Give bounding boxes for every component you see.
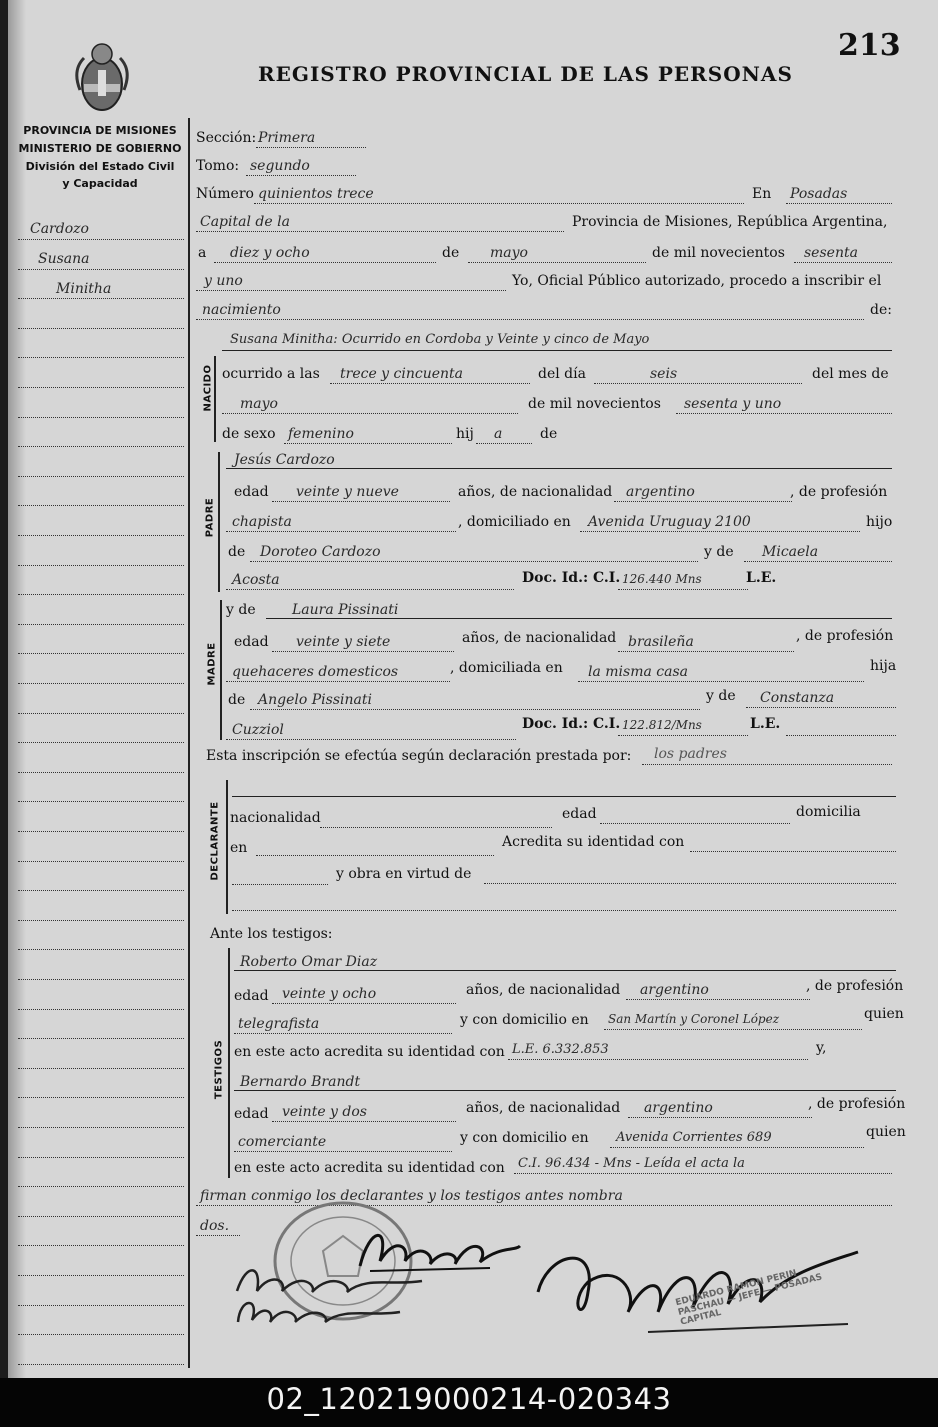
margin-rule	[18, 861, 184, 862]
label-padre-le: L.E.	[746, 570, 777, 586]
margin-rule	[18, 949, 184, 950]
section-label-padre: PADRE	[204, 497, 216, 538]
label-t2-en-este-acto: en este acto acredita su identidad con	[234, 1160, 505, 1176]
value-padre-domicilio: Avenida Uruguay 2100	[588, 514, 751, 530]
value-t2-domicilio: Avenida Corrientes 689	[616, 1130, 772, 1145]
margin-rule	[18, 535, 184, 536]
margin-rule	[18, 653, 184, 654]
label-decl-obra: y obra en virtud de	[336, 866, 472, 882]
value-madre-ci: 122.812/Mns	[622, 718, 702, 732]
margin-rule	[18, 239, 184, 240]
value-padre-ci: 126.440 Mns	[622, 572, 702, 586]
org-division: División del Estado Civil	[25, 160, 175, 173]
label-padre-profesion: , de profesión	[790, 484, 888, 500]
label-tomo: Tomo:	[196, 158, 240, 174]
label-provincia: Provincia de Misiones, República Argentina,	[572, 214, 888, 230]
label-padre-doc: Doc. Id.: C.I.	[522, 570, 621, 586]
label-yo-oficial: Yo, Oficial Público autorizado, procedo a inscribir el	[512, 273, 882, 289]
margin-rule	[18, 446, 184, 447]
value-cierre1: firman conmigo los declarantes y los testigos antes nombra	[200, 1188, 623, 1204]
margin-rule	[18, 713, 184, 714]
section-label-nacido: NACIDO	[202, 364, 214, 412]
declarante-bar	[226, 780, 228, 914]
label-madre-y-de2: y de	[706, 688, 736, 704]
label-madre-hija: hija	[870, 658, 897, 674]
margin-rule	[18, 1127, 184, 1128]
label-del-mes: del mes de	[812, 366, 889, 382]
label-t2-profesion: , de profesión	[808, 1096, 906, 1112]
value-t2-doc: C.I. 96.434 - Mns - Leída el acta la	[518, 1156, 745, 1171]
value-numero: quinientos trece	[258, 186, 374, 202]
label-padre-hijo: hijo	[866, 514, 893, 530]
value-t1-nac: argentino	[640, 982, 709, 998]
margin-rule	[18, 1186, 184, 1187]
value-tomo: segundo	[250, 158, 310, 174]
margin-rule	[18, 417, 184, 418]
margin-rule	[18, 594, 184, 595]
label-decl-en: en	[230, 840, 248, 856]
margin-rule	[18, 1097, 184, 1098]
label-seccion: Sección:	[196, 130, 257, 146]
value-madre-madre2: Cuzziol	[232, 722, 284, 738]
value-padre-prof: chapista	[232, 514, 292, 530]
value-hora: trece y cincuenta	[340, 366, 464, 382]
label-hij-de: de	[540, 426, 558, 442]
margin-rule	[18, 772, 184, 773]
value-madre-prof: quehaceres domesticos	[232, 664, 399, 680]
margin-rule	[18, 831, 184, 832]
label-padre-anos-nac: años, de nacionalidad	[458, 484, 613, 500]
section-label-declarante: DECLARANTE	[209, 801, 221, 881]
stamp-officer: EDUARDO RAMON PERIN PASCHAU — JEFE — POSADAS CAPITAL	[674, 1268, 824, 1328]
value-en-lugar: Posadas	[790, 186, 848, 202]
label-t1-quien: quien	[864, 1006, 904, 1022]
margin-rule	[18, 1275, 184, 1276]
label-de-mil-nov: de mil novecientos	[528, 396, 661, 412]
label-t1-profesion: , de profesión	[806, 978, 904, 994]
label-hij: hij	[456, 426, 474, 442]
margin-rule	[18, 1305, 184, 1306]
label-decl-nacionalidad: nacionalidad	[230, 810, 321, 826]
label-padre-domicilio: , domiciliado en	[458, 514, 571, 530]
label-t1-anos-nac: años, de nacionalidad	[466, 982, 621, 998]
label-numero: Número	[196, 186, 254, 202]
value-t1-nombre: Roberto Omar Diaz	[240, 954, 378, 970]
label-de-mil: de mil novecientos	[652, 245, 785, 261]
margin-surname: Cardozo	[30, 221, 89, 237]
value-padre-padre: Doroteo Cardozo	[260, 544, 381, 560]
label-de: de	[442, 245, 460, 261]
value-t2-nac: argentino	[644, 1100, 713, 1116]
value-hij-suffix: a	[494, 426, 503, 442]
page-number: 213	[838, 28, 901, 63]
margin-rule	[18, 505, 184, 506]
margin-rule	[18, 920, 184, 921]
value-dia-nac: seis	[650, 366, 678, 382]
label-decl-edad: edad	[562, 806, 597, 822]
margin-rule	[18, 890, 184, 891]
testigos-bar	[228, 948, 230, 1178]
label-t2-edad: edad	[234, 1106, 269, 1122]
margin-rule	[18, 387, 184, 388]
value-madre-edad: veinte y siete	[296, 634, 391, 650]
value-madre-madre: Constanza	[760, 690, 835, 706]
value-capital: Capital de la	[200, 214, 290, 230]
value-nacido-nombre: Susana Minitha: Ocurrido en Cordoba y Veinte y cinco de Mayo	[230, 332, 650, 347]
label-del-dia: del día	[538, 366, 586, 382]
page-title: REGISTRO PROVINCIAL DE LAS PERSONAS	[258, 62, 793, 86]
value-padre-nombre: Jesús Cardozo	[234, 452, 335, 468]
value-t1-edad: veinte y ocho	[282, 986, 377, 1002]
label-t2-quien: quien	[866, 1124, 906, 1140]
margin-rule	[18, 683, 184, 684]
file-caption: 02_120219000214-020343	[266, 1382, 672, 1416]
label-t2-con-domicilio: y con domicilio en	[460, 1130, 589, 1146]
coat-of-arms-icon	[72, 40, 132, 120]
value-madre-nac: brasileña	[628, 634, 694, 650]
page-binding-shadow	[8, 0, 26, 1378]
label-t2-anos-nac: años, de nacionalidad	[466, 1100, 621, 1116]
margin-rule	[18, 1068, 184, 1069]
label-madre-anos-nac: años, de nacionalidad	[462, 630, 617, 646]
label-madre-edad: edad	[234, 634, 269, 650]
value-t2-prof: comerciante	[238, 1134, 327, 1150]
org-province: PROVINCIA DE MISIONES	[23, 124, 177, 137]
value-inscribe: nacimiento	[202, 302, 281, 318]
value-t2-nombre: Bernardo Brandt	[240, 1074, 361, 1090]
label-madre-le: L.E.	[750, 716, 781, 732]
label-decl-acredita: Acredita su identidad con	[502, 834, 685, 850]
label-t1-en-este-acto: en este acto acredita su identidad con	[234, 1044, 505, 1060]
margin-rule	[18, 742, 184, 743]
padre-bar	[218, 452, 220, 592]
label-padre-edad: edad	[234, 484, 269, 500]
value-padre-madre2: Acosta	[232, 572, 280, 588]
margin-rule	[18, 1157, 184, 1158]
value-anio-nac: sesenta y uno	[684, 396, 782, 412]
value-mes: mayo	[490, 245, 528, 261]
label-t1-y: y,	[816, 1040, 827, 1056]
madre-bar	[220, 600, 222, 740]
margin-rule	[18, 1009, 184, 1010]
label-madre-y-de: y de	[226, 602, 256, 618]
margin-name1: Susana	[38, 251, 90, 267]
label-madre-domicilio: , domiciliada en	[450, 660, 563, 676]
value-madre-nombre: Laura Pissinati	[292, 602, 399, 618]
org-capacity: y Capacidad	[62, 177, 138, 190]
margin-rule	[18, 1245, 184, 1246]
value-anio2: y uno	[204, 273, 243, 289]
value-sexo: femenino	[288, 426, 354, 442]
label-t1-edad: edad	[234, 988, 269, 1004]
label-madre-de: de	[228, 692, 246, 708]
value-cierre2: dos.	[200, 1218, 230, 1234]
main-border	[188, 118, 190, 1368]
margin-rule	[18, 1364, 184, 1365]
value-anio: sesenta	[804, 245, 858, 261]
margin-rule	[18, 476, 184, 477]
label-de-colon: de:	[870, 302, 892, 318]
value-dia: diez y ocho	[230, 245, 310, 261]
margin-rule	[18, 979, 184, 980]
label-padre-y-de: y de	[704, 544, 734, 560]
label-de-sexo: de sexo	[222, 426, 276, 442]
value-padre-edad: veinte y nueve	[296, 484, 399, 500]
value-mes-nac: mayo	[240, 396, 278, 412]
label-declaracion: Esta inscripción se efectúa según declaración prestada por:	[206, 748, 632, 764]
label-a: a	[198, 245, 207, 261]
value-madre-domicilio: la misma casa	[588, 664, 689, 680]
label-padre-de: de	[228, 544, 246, 560]
label-ocurrido: ocurrido a las	[222, 366, 320, 382]
value-seccion: Primera	[258, 130, 316, 146]
margin-rule	[18, 298, 184, 299]
margin-name2: Minitha	[56, 281, 112, 297]
label-en: En	[752, 186, 772, 202]
value-padre-nac: argentino	[626, 484, 695, 500]
section-label-testigos: TESTIGOS	[213, 1039, 225, 1100]
label-decl-domicilia: domicilia	[796, 804, 861, 820]
label-madre-profesion: , de profesión	[796, 628, 894, 644]
signature-witness-2	[230, 1292, 410, 1332]
margin-rule	[18, 1038, 184, 1039]
margin-rule	[18, 565, 184, 566]
margin-rule	[18, 801, 184, 802]
margin-rule	[18, 357, 184, 358]
margin-rule	[18, 624, 184, 625]
value-t1-prof: telegrafista	[238, 1016, 320, 1032]
value-t1-domicilio: San Martín y Coronel López	[608, 1012, 780, 1026]
label-ante-testigos: Ante los testigos:	[210, 926, 333, 942]
label-madre-doc: Doc. Id.: C.I.	[522, 716, 621, 732]
label-t1-con-domicilio: y con domicilio en	[460, 1012, 589, 1028]
value-t2-edad: veinte y dos	[282, 1104, 367, 1120]
margin-rule	[18, 1216, 184, 1217]
section-label-madre: MADRE	[206, 642, 218, 686]
value-madre-padre: Angelo Pissinati	[258, 692, 372, 708]
value-t1-doc: L.E. 6.332.853	[512, 1042, 609, 1057]
margin-rule	[18, 1334, 184, 1335]
nacido-bar	[214, 356, 216, 442]
margin-rule	[18, 269, 184, 270]
margin-rule	[18, 328, 184, 329]
value-padre-madre: Micaela	[762, 544, 819, 560]
org-ministry: MINISTERIO DE GOBIERNO	[18, 142, 182, 155]
value-declarante: los padres	[654, 746, 727, 762]
